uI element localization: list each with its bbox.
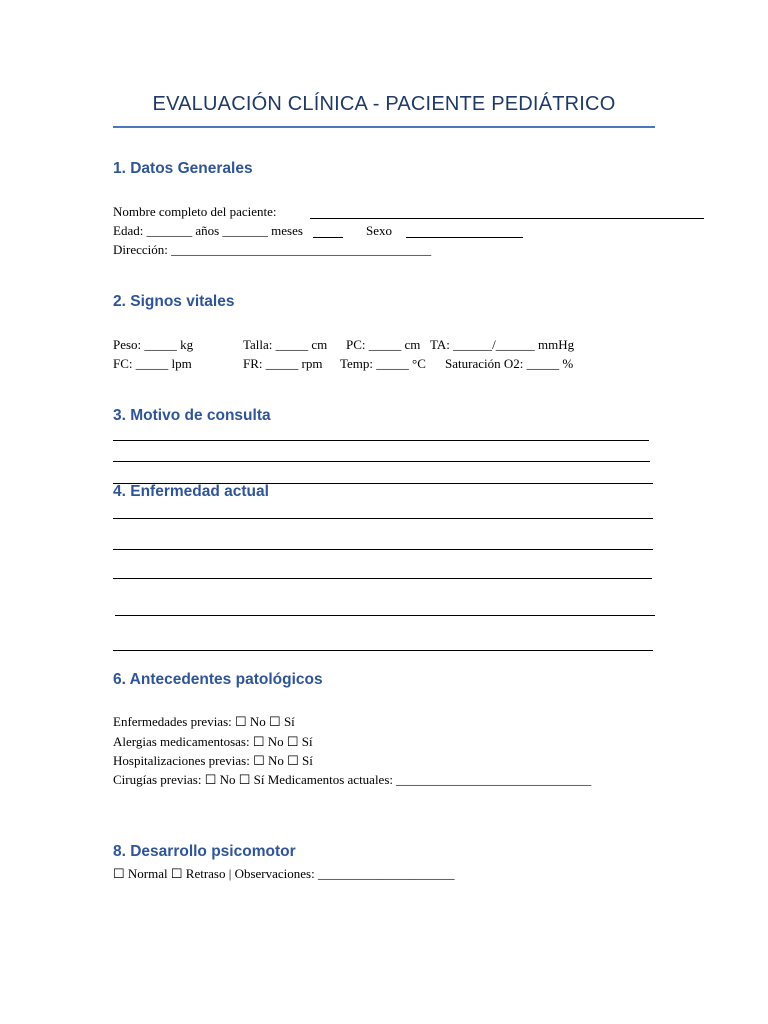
alergias-medicamentosas: Alergias medicamentosas: ☐ No ☐ Sí bbox=[113, 734, 313, 749]
title-divider bbox=[113, 126, 655, 128]
fc-field: FC: _____ lpm bbox=[113, 356, 192, 371]
enfermedad-line[interactable] bbox=[113, 518, 653, 519]
section-heading-antecedentes: 6. Antecedentes patológicos bbox=[113, 671, 323, 688]
cirugias-previas: Cirugías previas: ☐ No ☐ Sí Medicamentos actuales: ______________________________ bbox=[113, 772, 592, 787]
sexo-field-line[interactable] bbox=[406, 237, 523, 238]
peso-field: Peso: _____ kg bbox=[113, 337, 194, 352]
enfermedad-line[interactable] bbox=[113, 578, 652, 579]
fr-field: FR: _____ rpm bbox=[243, 356, 323, 371]
sexo-label: Sexo bbox=[366, 223, 392, 238]
section-heading-enfermedad-actual: 4. Enfermedad actual bbox=[113, 483, 269, 500]
enfermedades-previas: Enfermedades previas: ☐ No ☐ Sí bbox=[113, 714, 295, 729]
enfermedad-line[interactable] bbox=[115, 615, 655, 616]
motivo-line[interactable] bbox=[113, 461, 650, 462]
direccion-line: Dirección: ________________________________________ bbox=[113, 242, 432, 257]
nombre-label: Nombre completo del paciente: bbox=[113, 204, 277, 219]
section-heading-desarrollo: 8. Desarrollo psicomotor bbox=[113, 843, 296, 860]
section-heading-motivo-consulta: 3. Motivo de consulta bbox=[113, 407, 271, 424]
page-title: EVALUACIÓN CLÍNICA - PACIENTE PEDIÁTRICO bbox=[152, 93, 616, 115]
nombre-field-line[interactable] bbox=[310, 218, 704, 219]
enfermedad-line[interactable] bbox=[113, 549, 653, 550]
saturacion-field: Saturación O2: _____ % bbox=[445, 356, 574, 371]
edad-extra-line[interactable] bbox=[313, 237, 343, 238]
section-heading-signos-vitales: 2. Signos vitales bbox=[113, 293, 235, 310]
ta-field: TA: ______/______ mmHg bbox=[430, 337, 575, 352]
motivo-line[interactable] bbox=[113, 440, 649, 441]
pc-field: PC: _____ cm bbox=[346, 337, 421, 352]
temp-field: Temp: _____ °C bbox=[340, 356, 426, 371]
edad-line: Edad: _______ años _______ meses bbox=[113, 223, 303, 238]
desarrollo-opciones: ☐ Normal ☐ Retraso | Observaciones: _____________________ bbox=[113, 866, 455, 881]
enfermedad-line[interactable] bbox=[113, 650, 653, 651]
talla-field: Talla: _____ cm bbox=[243, 337, 328, 352]
section-heading-datos-generales: 1. Datos Generales bbox=[113, 160, 253, 177]
hospitalizaciones-previas: Hospitalizaciones previas: ☐ No ☐ Sí bbox=[113, 753, 313, 768]
